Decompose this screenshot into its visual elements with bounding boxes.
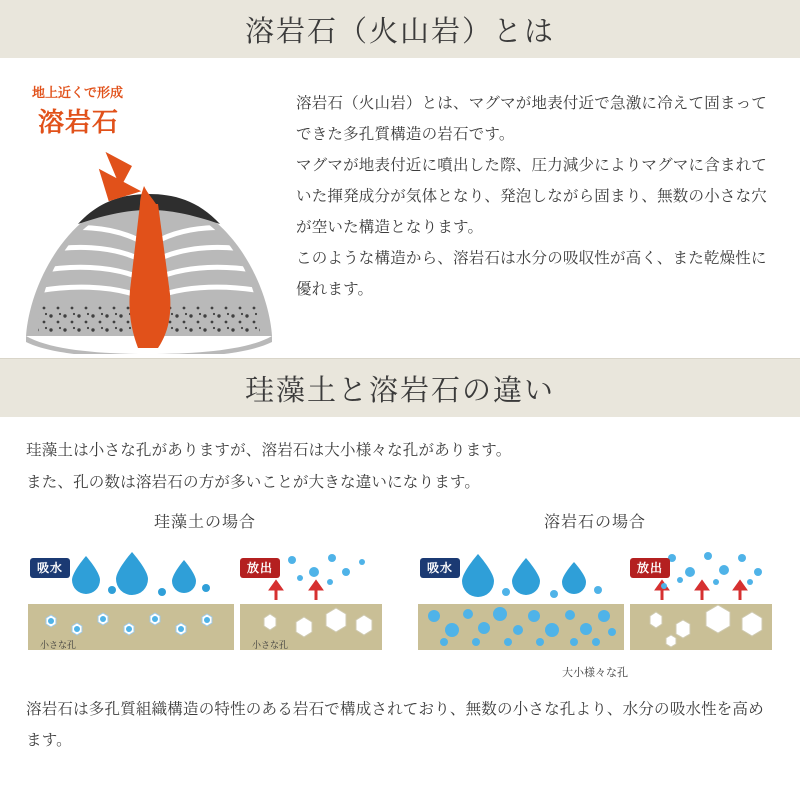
caption-small-pore-left: 小さな孔 (40, 639, 77, 650)
section-1-paragraph-3: このような構造から、溶岩石は水分の吸収性が高く、また乾燥性に優れます。 (296, 250, 767, 298)
release-arrows-icon (271, 582, 321, 600)
section-difference-diatomite-vs-lava (0, 359, 800, 757)
section-what-is-lava-stone (0, 0, 800, 358)
water-drop-icon (462, 554, 586, 597)
badge-release-diatomite: 放出 (240, 558, 280, 578)
release-arrows-icon (657, 582, 745, 600)
section-2-footer-text (0, 680, 800, 758)
panel-lava-title: 溶岩石の場合 (543, 513, 646, 531)
caption-various-pores: 大小様々な孔 (562, 666, 628, 679)
section-1-title: 溶岩石（火山岩）とは (244, 15, 555, 48)
comparison-panels (0, 503, 800, 680)
section-1-paragraph-1: 溶岩石（火山岩）とは、マグマが地表付近で急激に冷えて固まってできた多孔質構造の岩石です。 (296, 95, 768, 143)
caption-small-pore-right: 小さな孔 (252, 639, 289, 650)
badge-release-lava: 放出 (630, 558, 670, 578)
panel-diatomite-title: 珪藻土の場合 (153, 513, 256, 531)
panel-diatomite (24, 509, 386, 680)
lava-absorption-diagram-icon (414, 542, 776, 662)
volcano-figure (20, 74, 278, 348)
section-2-header (0, 359, 800, 417)
section-2-lead-line-1: 珪藻土は小さな孔がありますが、溶岩石は大小様々な孔があります。 (26, 442, 512, 459)
section-2-lead (0, 417, 800, 503)
badge-absorb-lava: 吸水 (420, 558, 460, 578)
section-1-paragraph-2: マグマが地表付近に噴出した際、圧力減少によりマグマに含まれていた揮発成分が気体となり、発泡しながら固まり、無数の小さな穴が空いた構造となります。 (296, 157, 768, 236)
panel-lava-stone (414, 509, 776, 680)
water-drop-icon (72, 552, 196, 595)
section-1-header (0, 0, 800, 58)
figure-label-formed-near-surface: 地上近くで形成 (32, 85, 124, 100)
panel-lava-figure (414, 542, 776, 662)
section-1-text (278, 74, 780, 348)
section-2-footer-line-1: 溶岩石は多孔質組織構造の特性のある岩石で構成されており、無数の小さな孔より、水分の吸水性を高めます。 (26, 700, 764, 750)
section-2-title: 珪藻土と溶岩石の違い (244, 374, 555, 407)
section-1-body (0, 58, 800, 358)
diatomite-absorption-diagram-icon (24, 542, 386, 662)
figure-label-lava-stone: 溶岩石 (38, 107, 120, 137)
section-2-lead-line-2: また、孔の数は溶岩石の方が多いことが大きな違いになります。 (26, 473, 481, 491)
badge-absorb-diatomite: 吸水 (30, 558, 70, 578)
panel-diatomite-figure (24, 542, 386, 662)
